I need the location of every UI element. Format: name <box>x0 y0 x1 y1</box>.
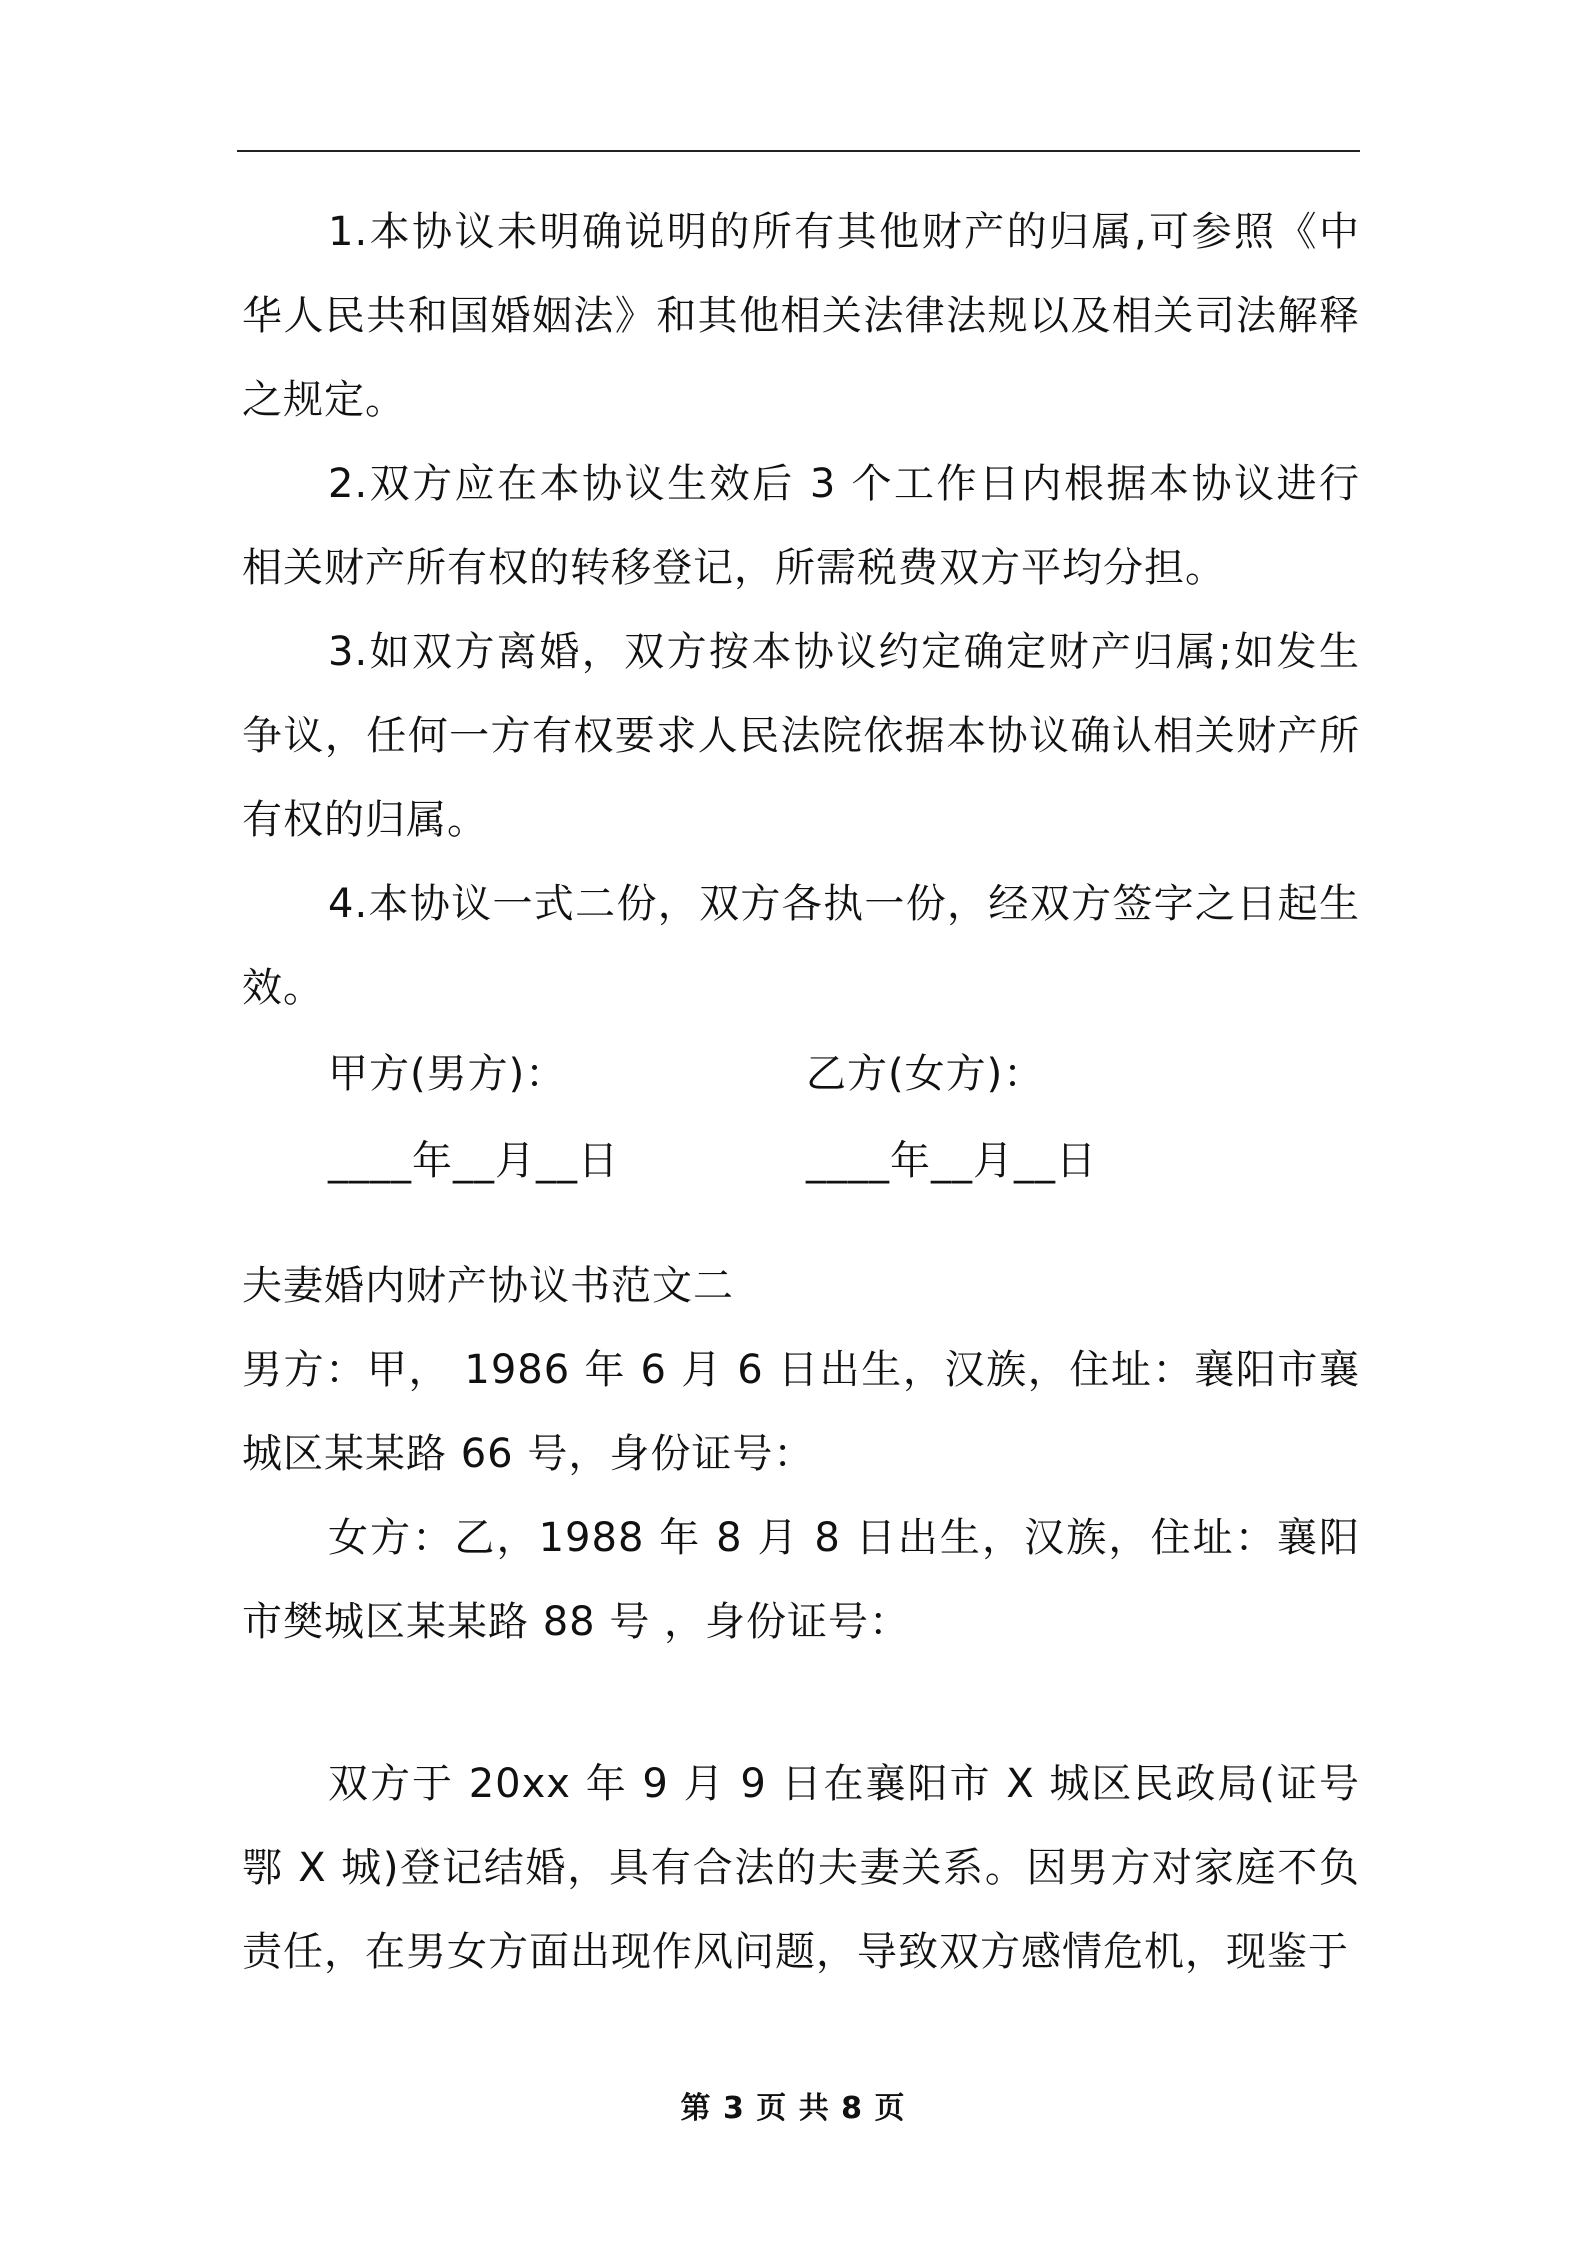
party-b-date: ____年__月__日 <box>806 1137 1097 1184</box>
clause-1: 1.本协议未明确说明的所有其他财产的归属,可参照《中华人民共和国婚姻法》和其他相关法律法规以及相关司法解释之规定。 <box>242 209 1360 423</box>
signature-party-row <box>242 1030 1360 1117</box>
spacer <box>242 1664 1360 1742</box>
clause-2: 2.双方应在本协议生效后 3 个工作日内根据本协议进行相关财产所有权的转移登记，所需税费双方平均分担。 <box>242 461 1360 591</box>
clause-4: 4.本协议一式二份，双方各执一份，经双方签字之日起生效。 <box>242 881 1360 1011</box>
page-footer: 第 3 页 共 8 页 <box>680 2091 906 2126</box>
spacer <box>242 1204 1360 1244</box>
woman-info: 女方：乙，1988 年 8 月 8 日出生，汉族，住址：襄阳市樊城区某某路 88 号 ，身份证号： <box>242 1515 1360 1645</box>
clause-3: 3.如双方离婚，双方按本协议约定确定财产归属;如发生争议，任何一方有权要求人民法院依据本协议确认相关财产所有权的归属。 <box>242 629 1360 843</box>
section-title: 夫妻婚内财产协议书范文二 <box>242 1263 734 1309</box>
party-a-date: ____年__月__日 <box>328 1137 619 1184</box>
signature-date-row <box>242 1117 1360 1204</box>
party-a-label: 甲方(男方)： <box>328 1050 567 1097</box>
header-rule <box>237 150 1360 152</box>
party-b-label: 乙方(女方)： <box>806 1050 1045 1097</box>
document-body <box>242 190 1360 1994</box>
man-info: 男方：甲， 1986 年 6 月 6 日出生，汉族，住址：襄阳市襄城区某某路 66 号，身份证号： <box>242 1347 1360 1477</box>
marriage-body: 双方于 20xx 年 9 月 9 日在襄阳市 X 城区民政局(证号鄂 X 城)登记结婚，具有合法的夫妻关系。因男方对家庭不负责任，在男女方面出现作风问题，导致双方感情危机，现鉴于 <box>242 1761 1360 1975</box>
